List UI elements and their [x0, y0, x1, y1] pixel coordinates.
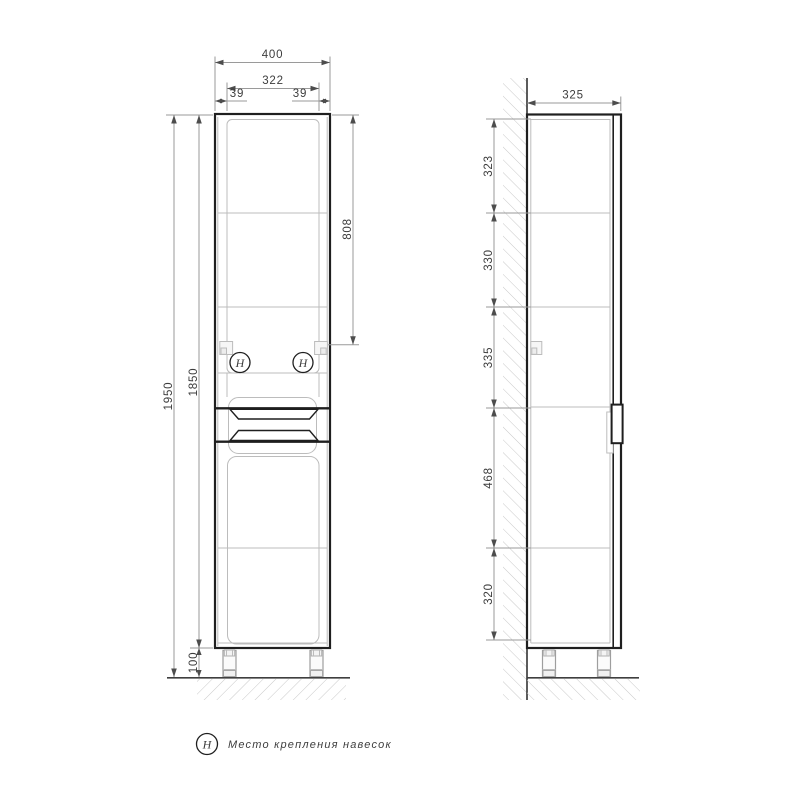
legend-text: Место крепления навесок: [228, 739, 392, 751]
leg-side-left: [543, 650, 556, 677]
mount-bracket-detail: [532, 348, 537, 354]
dim-margin-right-label: 39: [292, 88, 308, 100]
dim-width-total-label: 400: [261, 49, 284, 61]
dim-seg5-label: 320: [483, 583, 495, 605]
drawer-handle-icon: [230, 409, 318, 419]
dim-seg1-label: 323: [483, 155, 495, 177]
dim-height-body-label: 1850: [188, 367, 200, 397]
dim-width-inner-label: 322: [262, 75, 284, 87]
legend: [197, 734, 392, 755]
side-cabinet-outline: [527, 115, 621, 649]
dim-height-total-label: 1950: [163, 381, 175, 411]
arrow-icon: [220, 99, 227, 104]
leg-side-right: [598, 650, 611, 677]
mount-symbol-letter: H: [298, 355, 308, 370]
mount-bracket-detail: [221, 348, 227, 354]
arrow-icon: [323, 99, 330, 104]
side-handle-profile: [612, 405, 623, 444]
front-cabinet-outline: [215, 114, 330, 648]
dim-legs-height-label: 100: [188, 651, 200, 674]
leg-front-left: [223, 650, 236, 677]
front-view: [163, 49, 359, 700]
drawer-handle-icon: [230, 431, 318, 441]
dim-seg3-label: 335: [483, 346, 495, 369]
dim-depth-label: 325: [562, 89, 584, 102]
dim-mount-drop-label: 808: [342, 218, 354, 240]
leg-front-right: [310, 650, 323, 677]
wall-hatch: [503, 78, 527, 700]
side-floor-hatch: [527, 679, 640, 700]
legend-symbol-letter: H: [202, 737, 212, 752]
mount-symbol-letter: H: [235, 355, 245, 370]
dim-seg4-label: 468: [483, 467, 495, 489]
side-view: [483, 78, 640, 700]
mount-bracket-detail: [321, 348, 327, 354]
dim-margin-left-label: 39: [229, 88, 245, 100]
dim-seg2-label: 330: [483, 249, 495, 271]
front-floor-hatch: [197, 679, 346, 700]
